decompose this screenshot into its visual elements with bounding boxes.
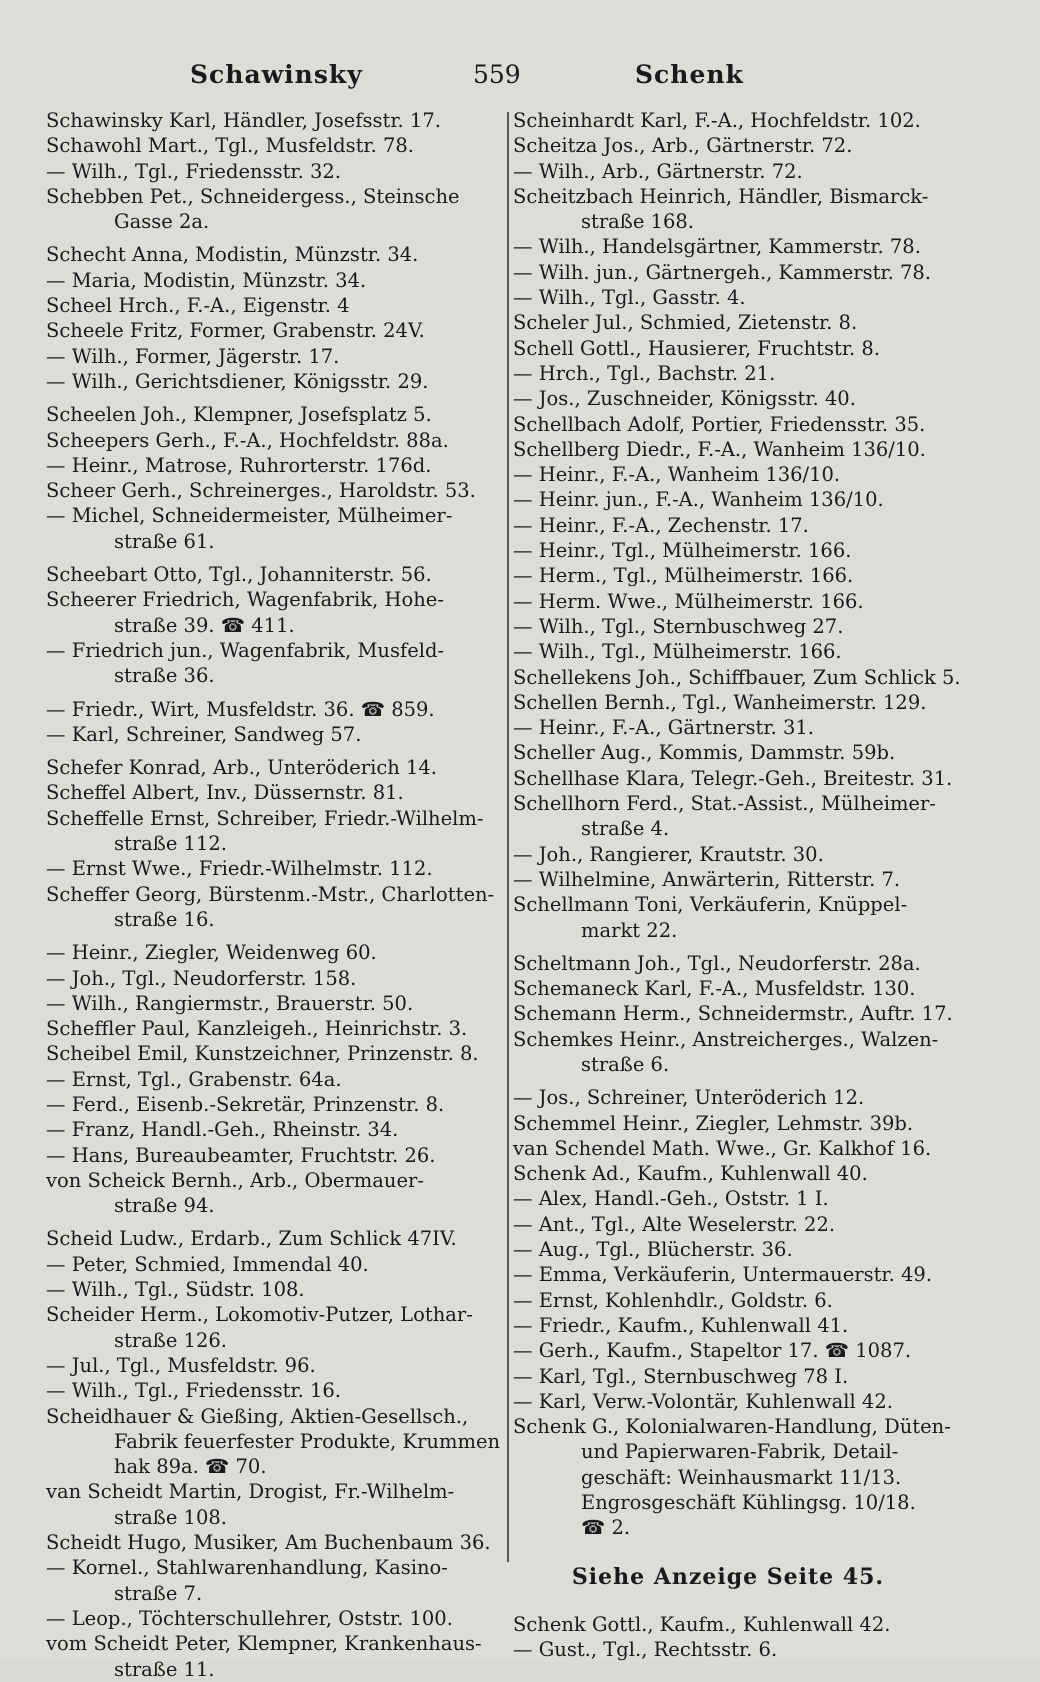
directory-entry <box>513 842 943 867</box>
directory-entry <box>513 1111 943 1136</box>
entry-line: — Ernst Wwe., Friedr.-Wilhelmstr. 112. <box>46 857 433 881</box>
directory-entry <box>46 184 486 235</box>
entry-line: Scheller Aug., Kommis, Dammstr. 59b. <box>513 741 896 765</box>
entry-line: — Joh., Tgl., Neudorferstr. 158. <box>46 966 357 990</box>
entry-line: — Maria, Modistin, Münzstr. 34. <box>46 268 367 292</box>
entry-line: straße 108. <box>114 1505 227 1529</box>
entry-line: Schawinsky Karl, Händler, Josefsstr. 17. <box>46 109 441 132</box>
directory-entry <box>513 1186 943 1211</box>
directory-entry <box>513 614 943 639</box>
directory-entry <box>46 806 486 857</box>
directory-entry <box>513 159 943 184</box>
entry-line: straße 39. ☎ 411. <box>114 613 295 637</box>
entry-line: — Wilh., Arb., Gärtnerstr. 72. <box>513 159 803 183</box>
entry-line: Schemann Herm., Schneidermstr., Auftr. 17. <box>513 1002 953 1026</box>
header-right-keyword: Schenk <box>635 60 744 89</box>
directory-entry <box>46 1302 486 1353</box>
entry-line: — Wilh., Tgl., Sternbuschweg 27. <box>513 614 844 638</box>
directory-entry <box>46 1092 486 1117</box>
entry-line: Scheer Gerh., Schreinerges., Haroldstr. 53. <box>46 479 476 503</box>
directory-entry <box>46 318 486 343</box>
entry-line: Scheerer Friedrich, Wagenfabrik, Hohe- <box>46 588 444 612</box>
header-left-keyword: Schawinsky <box>190 60 363 89</box>
entry-line: Engrosgeschäft Kühlingsg. 10/18. <box>581 1491 916 1515</box>
entry-line: Scheebart Otto, Tgl., Johanniterstr. 56. <box>46 563 432 587</box>
entry-line: — Wilh., Tgl., Südstr. 108. <box>46 1278 305 1302</box>
directory-entry <box>513 1237 943 1262</box>
directory-entry <box>513 538 943 563</box>
entry-line: — Wilh., Gerichtsdiener, Königsstr. 29. <box>46 369 429 393</box>
directory-entry <box>46 1016 486 1041</box>
entry-line: Schemmel Heinr., Ziegler, Lehmstr. 39b. <box>513 1111 914 1135</box>
entry-line: — Karl, Tgl., Sternbuschweg 78 I. <box>513 1364 849 1388</box>
directory-entry <box>46 369 486 394</box>
entry-line: Scheffelle Ernst, Schreiber, Friedr.-Wilhelm- <box>46 806 484 830</box>
directory-entry <box>513 1414 951 1540</box>
entry-line: Scheibel Emil, Kunstzeichner, Prinzenstr. 8. <box>46 1042 479 1066</box>
directory-entry <box>46 755 486 780</box>
entry-line: — Herm. Wwe., Mülheimerstr. 166. <box>513 589 864 613</box>
entry-line: Scheelen Joh., Klempner, Josefsplatz 5. <box>46 403 432 427</box>
directory-entry <box>513 976 943 1001</box>
entry-line: markt 22. <box>581 918 678 942</box>
directory-entry <box>513 1027 943 1078</box>
directory-entry <box>46 882 495 933</box>
directory-entry <box>513 361 943 386</box>
directory-entry <box>513 690 943 715</box>
entry-line: — Wilh., Tgl., Mülheimerstr. 166. <box>513 640 842 664</box>
directory-entry <box>513 437 943 462</box>
directory-entry <box>46 402 486 427</box>
directory-entry <box>513 260 943 285</box>
entry-line: — Friedr., Wirt, Musfeldstr. 36. ☎ 859. <box>46 697 435 721</box>
directory-entry <box>513 951 943 976</box>
entry-line: Scheler Jul., Schmied, Zietenstr. 8. <box>513 311 858 335</box>
directory-entry <box>513 336 943 361</box>
directory-entry <box>513 589 943 614</box>
directory-entry <box>46 478 486 503</box>
column-divider <box>507 112 509 1562</box>
directory-entry <box>513 412 943 437</box>
directory-entry <box>513 133 943 158</box>
entry-line: — Heinr., Ziegler, Weidenweg 60. <box>46 941 377 965</box>
directory-entry <box>513 310 943 335</box>
entry-line: straße 112. <box>114 832 227 856</box>
entry-line: Schemkes Heinr., Anstreicherges., Walzen- <box>513 1027 939 1051</box>
directory-entry <box>513 108 943 133</box>
entry-line: Scheid Ludw., Erdarb., Zum Schlick 47IV. <box>46 1227 457 1251</box>
entry-line: Scheffler Paul, Kanzleigeh., Heinrichstr. 3. <box>46 1017 468 1041</box>
entry-line: — Wilh., Rangiermstr., Brauerstr. 50. <box>46 991 414 1015</box>
entry-line: — Friedr., Kaufm., Kuhlenwall 41. <box>513 1313 849 1337</box>
directory-entry <box>513 234 943 259</box>
entry-line: — Wilh. jun., Gärtnergeh., Kammerstr. 78. <box>513 260 932 284</box>
directory-entry <box>46 1479 486 1530</box>
directory-entry <box>513 386 943 411</box>
entry-line: Schebben Pet., Schneidergess., Steinsche <box>46 184 460 208</box>
directory-entry <box>513 867 943 892</box>
entry-line: — Jos., Zuschneider, Königsstr. 40. <box>513 387 856 411</box>
entry-line: Scheider Herm., Lokomotiv-Putzer, Lothar- <box>46 1303 473 1327</box>
entry-line: — Ant., Tgl., Alte Weselerstr. 22. <box>513 1212 836 1236</box>
entry-line: — Franz, Handl.-Geh., Rheinstr. 34. <box>46 1118 399 1142</box>
directory-entry <box>46 780 486 805</box>
directory-entry <box>513 639 943 664</box>
directory-entry <box>46 428 486 453</box>
directory-entry <box>513 1136 943 1161</box>
entry-line: Schawohl Mart., Tgl., Musfeldstr. 78. <box>46 134 414 158</box>
entry-line: — Peter, Schmied, Immendal 40. <box>46 1252 369 1276</box>
entry-line: Gasse 2a. <box>114 210 210 234</box>
entry-line: — Ernst, Tgl., Grabenstr. 64a. <box>46 1067 342 1091</box>
entry-line: Schellhorn Ferd., Stat.-Assist., Mülheimer- <box>513 792 936 816</box>
entry-line: Schellen Bernh., Tgl., Wanheimerstr. 129. <box>513 690 927 714</box>
entry-line: Scheele Fritz, Former, Grabenstr. 24V. <box>46 319 425 343</box>
directory-entry <box>513 766 953 791</box>
directory-entry <box>46 991 486 1016</box>
entry-line: Scheel Hrch., F.-A., Eigenstr. 4 <box>46 294 350 318</box>
page-number: 559 <box>473 60 521 89</box>
entry-line: — Herm., Tgl., Mülheimerstr. 166. <box>513 564 854 588</box>
directory-entry <box>46 587 486 638</box>
directory-entry <box>46 453 486 478</box>
entry-line: — Jos., Schreiner, Unteröderich 12. <box>513 1086 865 1110</box>
entry-line: und Papierwaren-Fabrik, Detail- <box>581 1440 899 1464</box>
entry-line: Schellhase Klara, Telegr.-Geh., Breitestr. 31. <box>513 766 953 790</box>
directory-entry <box>513 1288 943 1313</box>
directory-entry <box>513 487 943 512</box>
entry-line: Scheitza Jos., Arb., Gärtnerstr. 72. <box>513 134 853 158</box>
directory-entry <box>46 1226 486 1251</box>
entry-line: Schellmann Toni, Verkäuferin, Knüppel- <box>513 893 908 917</box>
directory-entry <box>46 1041 486 1066</box>
entry-line: — Emma, Verkäuferin, Untermauerstr. 49. <box>513 1263 933 1287</box>
entry-line: straße 6. <box>581 1052 670 1076</box>
entry-line: — Leop., Töchterschullehrer, Oststr. 100. <box>46 1606 453 1630</box>
directory-entry <box>513 892 943 943</box>
entry-line: Scheidhauer & Gießing, Aktien-Gesellsch., <box>46 1404 469 1428</box>
entry-line: — Friedrich jun., Wagenfabrik, Musfeld- <box>46 638 445 662</box>
directory-entry <box>46 1555 486 1606</box>
entry-line: geschäft: Weinhausmarkt 11/13. <box>581 1465 902 1489</box>
entry-line: Scheitzbach Heinrich, Händler, Bismarck- <box>513 184 929 208</box>
directory-entry <box>46 159 486 184</box>
entry-line: Scheidt Hugo, Musiker, Am Buchenbaum 36. <box>46 1531 491 1555</box>
entry-line: straße 11. <box>114 1657 215 1681</box>
directory-entry <box>513 1262 943 1287</box>
directory-entry <box>46 697 486 722</box>
entry-line: — Jul., Tgl., Musfeldstr. 96. <box>46 1353 316 1377</box>
directory-entry <box>46 1067 486 1092</box>
directory-entry <box>513 1161 943 1186</box>
directory-entry <box>46 108 486 133</box>
entry-line: — Wilh., Tgl., Friedensstr. 32. <box>46 159 341 183</box>
entry-line: Schellberg Diedr., F.-A., Wanheim 136/10. <box>513 437 926 461</box>
directory-entry <box>513 462 943 487</box>
directory-entry <box>46 1631 486 1682</box>
entry-line: — Michel, Schneidermeister, Mülheimer- <box>46 504 453 528</box>
entry-line: — Karl, Verw.-Volontär, Kuhlenwall 42. <box>513 1389 893 1413</box>
directory-entry <box>513 1389 943 1414</box>
entry-line: — Heinr., Tgl., Mülheimerstr. 166. <box>513 539 852 563</box>
entry-line: Schenk Gottl., Kaufm., Kuhlenwall 42. <box>513 1612 891 1636</box>
entry-line: — Hrch., Tgl., Bachstr. 21. <box>513 361 776 385</box>
directory-entry <box>513 715 943 740</box>
entry-line: Schenk G., Kolonialwaren-Handlung, Düten- <box>513 1415 951 1439</box>
entry-line: — Wilh., Tgl., Friedensstr. 16. <box>46 1379 341 1403</box>
entry-line: — Heinr., Matrose, Ruhrorterstr. 176d. <box>46 453 432 477</box>
entry-line: — Wilh., Handelsgärtner, Kammerstr. 78. <box>513 235 921 259</box>
directory-entry <box>513 1338 943 1363</box>
directory-entry <box>46 940 486 965</box>
directory-entry <box>46 562 486 587</box>
left-column <box>46 108 501 1682</box>
directory-entry <box>46 1404 501 1480</box>
entry-line: — Ernst, Kohlenhdlr., Goldstr. 6. <box>513 1288 833 1312</box>
entry-line: — Heinr. jun., F.-A., Wanheim 136/10. <box>513 488 884 512</box>
entry-line: straße 16. <box>114 907 215 931</box>
entry-line: van Schendel Math. Wwe., Gr. Kalkhof 16. <box>513 1136 932 1160</box>
entry-line: straße 126. <box>114 1328 227 1352</box>
directory-entry <box>513 1313 943 1338</box>
entry-line: Schemaneck Karl, F.-A., Musfeldstr. 130. <box>513 977 916 1001</box>
entry-line: — Heinr., F.-A., Gärtnerstr. 31. <box>513 716 814 740</box>
entry-line: — Ferd., Eisenb.-Sekretär, Prinzenstr. 8. <box>46 1092 445 1116</box>
directory-entry <box>46 268 486 293</box>
directory-entry <box>46 242 486 267</box>
directory-entry <box>513 563 943 588</box>
directory-entry <box>46 638 486 689</box>
directory-entry <box>513 184 943 235</box>
entry-line: — Heinr., F.-A., Wanheim 136/10. <box>513 463 841 487</box>
entry-line: — Wilh., Former, Jägerstr. 17. <box>46 344 340 368</box>
directory-entry <box>46 1378 486 1403</box>
entry-line: Scheinhardt Karl, F.-A., Hochfeldstr. 102. <box>513 109 921 132</box>
directory-entry <box>46 133 486 158</box>
directory-entry <box>513 1637 943 1662</box>
directory-entry <box>513 665 961 690</box>
directory-entry <box>513 513 943 538</box>
directory-entry <box>46 1530 491 1555</box>
entry-line: van Scheidt Martin, Drogist, Fr.-Wilhelm- <box>46 1480 455 1504</box>
entry-line: straße 61. <box>114 529 215 553</box>
entry-line: — Kornel., Stahlwarenhandlung, Kasino- <box>46 1556 448 1580</box>
page-header <box>0 60 1040 100</box>
entry-line: von Scheick Bernh., Arb., Obermauer- <box>46 1168 424 1192</box>
entry-line: Scheltmann Joh., Tgl., Neudorferstr. 28a. <box>513 951 921 975</box>
entry-line: Schellekens Joh., Schiffbauer, Zum Schlick 5. <box>513 665 961 689</box>
directory-entry <box>46 1353 486 1378</box>
directory-entry <box>513 1612 943 1637</box>
entry-line: — Alex, Handl.-Geh., Oststr. 1 I. <box>513 1187 829 1211</box>
entry-line: Scheffer Georg, Bürstenm.-Mstr., Charlotten- <box>46 882 495 906</box>
entry-line: ☎ 2. <box>581 1516 631 1540</box>
directory-entry <box>46 1606 486 1631</box>
directory-entry <box>513 1001 953 1026</box>
directory-entry <box>46 503 486 554</box>
directory-entry <box>46 1117 486 1142</box>
directory-entry <box>513 1212 943 1237</box>
directory-entry <box>46 856 486 881</box>
entry-line: Schecht Anna, Modistin, Münzstr. 34. <box>46 243 419 267</box>
entry-line: — Wilh., Tgl., Gasstr. 4. <box>513 286 746 310</box>
entry-line: — Gerh., Kaufm., Stapeltor 17. ☎ 1087. <box>513 1339 912 1363</box>
entry-line: Scheffel Albert, Inv., Düssernstr. 81. <box>46 781 404 805</box>
directory-entry <box>513 1085 943 1110</box>
entry-line: straße 36. <box>114 664 215 688</box>
entry-line: — Wilhelmine, Anwärterin, Ritterstr. 7. <box>513 867 901 891</box>
entry-line: Schell Gottl., Hausierer, Fruchtstr. 8. <box>513 336 881 360</box>
entry-line: straße 94. <box>114 1194 215 1218</box>
directory-entry <box>513 1364 943 1389</box>
entry-line: Schefer Konrad, Arb., Unteröderich 14. <box>46 756 438 780</box>
entry-line: — Joh., Rangierer, Krautstr. 30. <box>513 842 824 866</box>
entry-line: — Hans, Bureaubeamter, Fruchtstr. 26. <box>46 1143 436 1167</box>
entry-line: hak 89a. ☎ 70. <box>114 1455 267 1479</box>
directory-entry <box>46 722 486 747</box>
entry-line: — Karl, Schreiner, Sandweg 57. <box>46 722 362 746</box>
directory-entry <box>513 791 943 842</box>
entry-line: — Heinr., F.-A., Zechenstr. 17. <box>513 513 809 537</box>
entry-line: Scheepers Gerh., F.-A., Hochfeldstr. 88a. <box>46 428 449 452</box>
entry-line: Schellbach Adolf, Portier, Friedensstr. 35. <box>513 412 926 436</box>
advertisement-notice: Siehe Anzeige Seite 45. <box>571 1563 885 1590</box>
entry-line: straße 4. <box>581 817 670 841</box>
directory-entry <box>46 293 486 318</box>
entry-line: Schenk Ad., Kaufm., Kuhlenwall 40. <box>513 1162 868 1186</box>
directory-entry <box>513 285 943 310</box>
directory-entry <box>46 1277 486 1302</box>
entry-line: straße 7. <box>114 1581 203 1605</box>
entry-line: straße 168. <box>581 210 694 234</box>
directory-entry <box>46 966 486 991</box>
directory-entry <box>513 740 943 765</box>
directory-entry <box>46 1168 486 1219</box>
entry-line: — Gust., Tgl., Rechtsstr. 6. <box>513 1638 778 1662</box>
entry-line: Fabrik feuerfester Produkte, Krummen <box>114 1429 501 1453</box>
right-column <box>513 108 961 1663</box>
entry-line: — Aug., Tgl., Blücherstr. 36. <box>513 1238 793 1262</box>
entry-line: vom Scheidt Peter, Klempner, Krankenhaus- <box>46 1632 482 1656</box>
directory-entry <box>46 344 486 369</box>
directory-entry <box>46 1143 486 1168</box>
directory-entry <box>46 1252 486 1277</box>
